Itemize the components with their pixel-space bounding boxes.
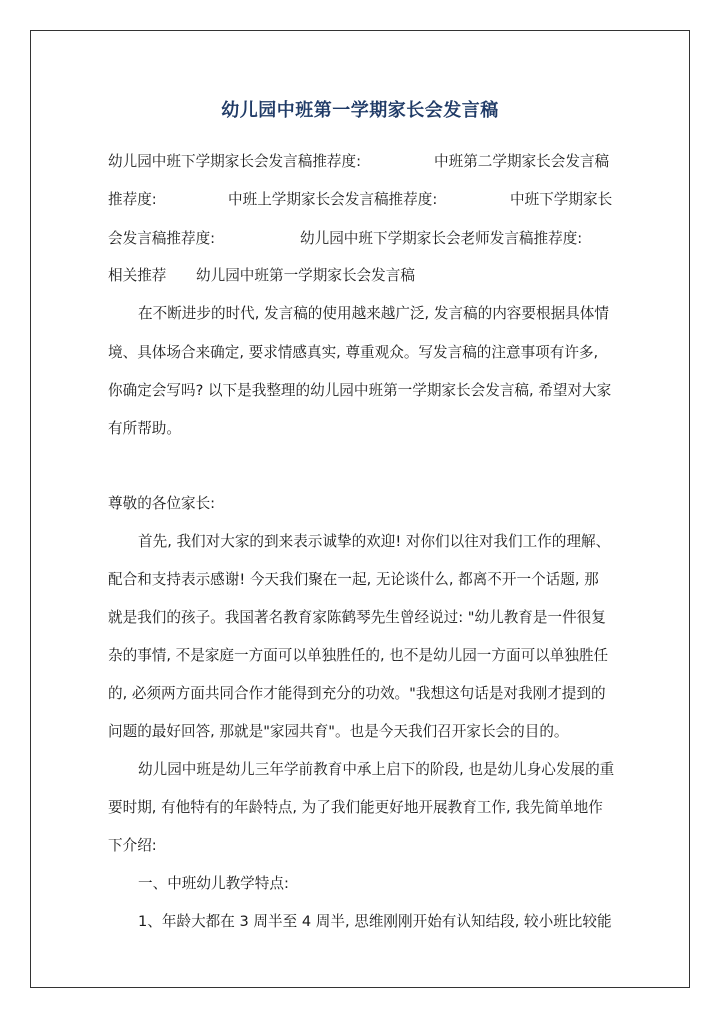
intro-line: 境、具体场合来确定, 要求情感真实, 尊重观众。写发言稿的注意事项有许多, <box>108 344 599 361</box>
document-title: 幼儿园中班第一学期家长会发言稿 <box>221 100 499 121</box>
recommendation-text[interactable]: 中班上学期家长会发言稿推荐度: <box>228 191 438 208</box>
related-label: 相关推荐 <box>108 267 167 284</box>
intro-line: 有所帮助。 <box>108 420 181 437</box>
related-link[interactable]: 幼儿园中班第一学期家长会发言稿 <box>196 267 415 284</box>
paragraph-line: 要时期, 有他特有的年龄特点, 为了我们能更好地开展教育工作, 我先简单地作 <box>108 799 603 816</box>
list-item: 1、年龄大都在 3 周半至 4 周半, 思维刚刚开始有认知结段, 较小班比较能 <box>138 913 612 930</box>
recommendation-text[interactable]: 中班下学期家长 <box>510 191 613 208</box>
intro-line: 你确定会写吗? 以下是我整理的幼儿园中班第一学期家长会发言稿, 希望对大家 <box>108 382 612 399</box>
greeting: 尊敬的各位家长: <box>108 495 216 512</box>
paragraph-line: 配合和支持表示感谢! 今天我们聚在一起, 无论谈什么, 都离不开一个话题, 那 <box>108 571 599 588</box>
recommendation-text[interactable]: 推荐度: <box>108 191 157 208</box>
paragraph-line: 下介绍: <box>108 837 157 854</box>
recommendation-text[interactable]: 会发言稿推荐度: <box>108 230 216 247</box>
recommendation-text[interactable]: 中班第二学期家长会发言稿 <box>434 153 610 170</box>
paragraph-line: 幼儿园中班是幼儿三年学前教育中承上启下的阶段, 也是幼儿身心发展的重 <box>138 761 615 778</box>
paragraph-line: 问题的最好回答, 那就是"家园共育"。也是今天我们召开家长会的目的。 <box>108 723 569 740</box>
recommendation-text[interactable]: 幼儿园中班下学期家长会发言稿推荐度: <box>108 153 362 170</box>
recommendation-text[interactable]: 幼儿园中班下学期家长会老师发言稿推荐度: <box>300 230 583 247</box>
paragraph-line: 首先, 我们对大家的到来表示诚挚的欢迎! 对你们以往对我们工作的理解、 <box>138 533 611 550</box>
paragraph-line: 的, 必须两方面共同合作才能得到充分的功效。"我想这句话是对我刚才提到的 <box>108 685 606 702</box>
paragraph-line: 杂的事情, 不是家庭一方面可以单独胜任的, 也不是幼儿园一方面可以单独胜任 <box>108 647 609 664</box>
intro-line: 在不断进步的时代, 发言稿的使用越来越广泛, 发言稿的内容要根据具体情 <box>138 305 609 322</box>
section-heading: 一、中班幼儿教学特点: <box>138 875 289 892</box>
paragraph-line: 就是我们的孩子。我国著名教育家陈鹤琴先生曾经说过: "幼儿教育是一件很复 <box>108 609 606 626</box>
